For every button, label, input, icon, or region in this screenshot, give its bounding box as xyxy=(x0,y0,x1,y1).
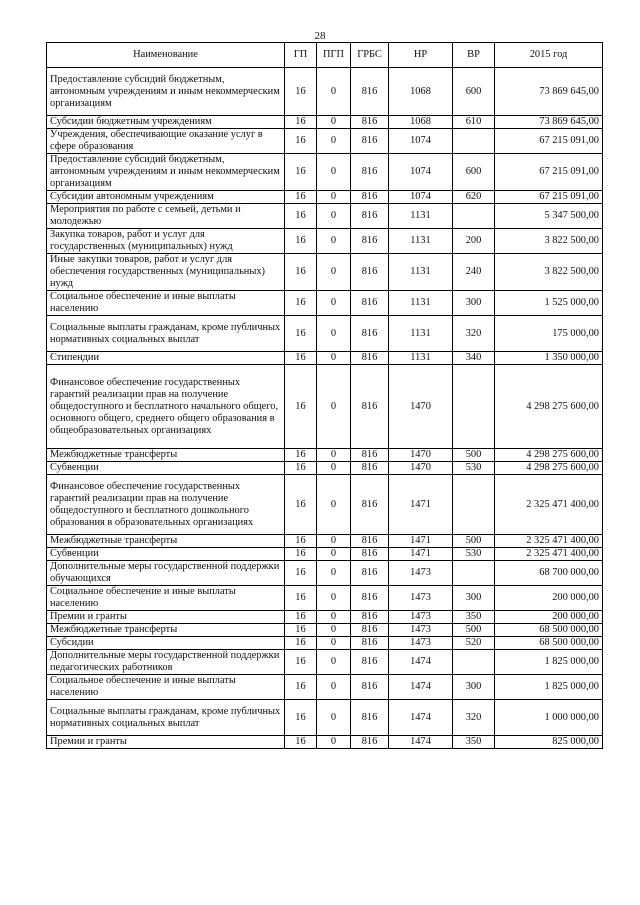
cell-nr: 1471 xyxy=(389,548,453,561)
cell-nr: 1074 xyxy=(389,129,453,154)
cell-grbs: 816 xyxy=(351,535,389,548)
cell-grbs: 816 xyxy=(351,548,389,561)
cell-grbs: 816 xyxy=(351,352,389,365)
cell-name: Субвенции xyxy=(47,462,285,475)
cell-pgp: 0 xyxy=(317,535,351,548)
cell-grbs: 816 xyxy=(351,254,389,291)
cell-nr: 1470 xyxy=(389,365,453,449)
cell-vr: 340 xyxy=(453,352,495,365)
cell-name: Межбюджетные трансферты xyxy=(47,449,285,462)
cell-vr: 300 xyxy=(453,675,495,700)
table-row xyxy=(47,586,603,611)
cell-grbs: 816 xyxy=(351,68,389,116)
cell-nr: 1473 xyxy=(389,611,453,624)
cell-gp: 16 xyxy=(285,191,317,204)
cell-pgp: 0 xyxy=(317,229,351,254)
cell-vr: 350 xyxy=(453,736,495,749)
cell-grbs: 816 xyxy=(351,204,389,229)
table-row xyxy=(47,316,603,352)
cell-pgp: 0 xyxy=(317,624,351,637)
cell-nr: 1131 xyxy=(389,352,453,365)
cell-amount: 175 000,00 xyxy=(495,316,603,352)
header-vr: ВР xyxy=(453,43,495,68)
table-row xyxy=(47,637,603,650)
cell-grbs: 816 xyxy=(351,316,389,352)
cell-vr: 240 xyxy=(453,254,495,291)
cell-grbs: 816 xyxy=(351,129,389,154)
cell-pgp: 0 xyxy=(317,637,351,650)
table-row xyxy=(47,204,603,229)
cell-vr xyxy=(453,204,495,229)
cell-name: Межбюджетные трансферты xyxy=(47,624,285,637)
cell-grbs: 816 xyxy=(351,462,389,475)
cell-gp: 16 xyxy=(285,561,317,586)
table-row xyxy=(47,561,603,586)
cell-nr: 1131 xyxy=(389,229,453,254)
cell-amount: 67 215 091,00 xyxy=(495,191,603,204)
cell-gp: 16 xyxy=(285,611,317,624)
cell-amount: 1 825 000,00 xyxy=(495,675,603,700)
cell-nr: 1068 xyxy=(389,116,453,129)
cell-vr: 500 xyxy=(453,624,495,637)
cell-vr: 520 xyxy=(453,637,495,650)
cell-gp: 16 xyxy=(285,535,317,548)
cell-nr: 1074 xyxy=(389,154,453,191)
cell-name: Премии и гранты xyxy=(47,736,285,749)
cell-grbs: 816 xyxy=(351,650,389,675)
cell-vr: 530 xyxy=(453,548,495,561)
cell-nr: 1131 xyxy=(389,291,453,316)
cell-grbs: 816 xyxy=(351,365,389,449)
cell-amount: 4 298 275 600,00 xyxy=(495,365,603,449)
cell-name: Стипендии xyxy=(47,352,285,365)
cell-vr: 620 xyxy=(453,191,495,204)
cell-gp: 16 xyxy=(285,700,317,736)
cell-amount: 73 869 645,00 xyxy=(495,68,603,116)
cell-grbs: 816 xyxy=(351,449,389,462)
table-row xyxy=(47,736,603,749)
cell-pgp: 0 xyxy=(317,191,351,204)
header-pgp: ПГП xyxy=(317,43,351,68)
cell-gp: 16 xyxy=(285,68,317,116)
cell-grbs: 816 xyxy=(351,116,389,129)
cell-amount: 4 298 275 600,00 xyxy=(495,462,603,475)
cell-vr: 500 xyxy=(453,535,495,548)
table-row xyxy=(47,154,603,191)
cell-vr xyxy=(453,650,495,675)
cell-nr: 1473 xyxy=(389,637,453,650)
cell-amount: 67 215 091,00 xyxy=(495,154,603,191)
cell-name: Иные закупки товаров, работ и услуг для обеспечения государственных (муниципальных) нужд xyxy=(47,254,285,291)
cell-gp: 16 xyxy=(285,316,317,352)
cell-pgp: 0 xyxy=(317,675,351,700)
cell-pgp: 0 xyxy=(317,204,351,229)
table-row xyxy=(47,254,603,291)
table-row xyxy=(47,129,603,154)
cell-nr: 1074 xyxy=(389,191,453,204)
cell-gp: 16 xyxy=(285,229,317,254)
cell-name: Социальное обеспечение и иные выплаты населению xyxy=(47,675,285,700)
header-gp: ГП xyxy=(285,43,317,68)
budget-table xyxy=(46,42,603,749)
cell-grbs: 816 xyxy=(351,154,389,191)
table-row xyxy=(47,449,603,462)
table-row xyxy=(47,68,603,116)
cell-vr: 600 xyxy=(453,154,495,191)
cell-name: Финансовое обеспечение государственных гарантий реализации прав на получение общедоступного и бесплатного дошкольного образования в образовательных организациях xyxy=(47,475,285,535)
cell-gp: 16 xyxy=(285,736,317,749)
cell-nr: 1131 xyxy=(389,316,453,352)
cell-gp: 16 xyxy=(285,254,317,291)
cell-amount: 68 500 000,00 xyxy=(495,624,603,637)
cell-vr xyxy=(453,561,495,586)
cell-pgp: 0 xyxy=(317,561,351,586)
header-nr: НР xyxy=(389,43,453,68)
cell-name: Премии и гранты xyxy=(47,611,285,624)
cell-amount: 67 215 091,00 xyxy=(495,129,603,154)
cell-name: Субсидии автономным учреждениям xyxy=(47,191,285,204)
cell-gp: 16 xyxy=(285,475,317,535)
table-row xyxy=(47,535,603,548)
cell-grbs: 816 xyxy=(351,700,389,736)
cell-vr: 320 xyxy=(453,700,495,736)
table-row xyxy=(47,365,603,449)
cell-gp: 16 xyxy=(285,586,317,611)
table-row xyxy=(47,191,603,204)
cell-pgp: 0 xyxy=(317,352,351,365)
cell-name: Мероприятия по работе с семьей, детьми и молодежью xyxy=(47,204,285,229)
cell-vr: 350 xyxy=(453,611,495,624)
cell-pgp: 0 xyxy=(317,365,351,449)
table-row xyxy=(47,116,603,129)
cell-name: Дополнительные меры государственной поддержки педагогических работников xyxy=(47,650,285,675)
cell-pgp: 0 xyxy=(317,254,351,291)
table-row xyxy=(47,475,603,535)
cell-gp: 16 xyxy=(285,204,317,229)
cell-grbs: 816 xyxy=(351,561,389,586)
cell-grbs: 816 xyxy=(351,191,389,204)
cell-name: Социальное обеспечение и иные выплаты населению xyxy=(47,586,285,611)
table-row xyxy=(47,291,603,316)
cell-gp: 16 xyxy=(285,637,317,650)
cell-nr: 1068 xyxy=(389,68,453,116)
cell-pgp: 0 xyxy=(317,700,351,736)
cell-nr: 1131 xyxy=(389,204,453,229)
table-row xyxy=(47,650,603,675)
header-grbs: ГРБС xyxy=(351,43,389,68)
cell-amount: 1 825 000,00 xyxy=(495,650,603,675)
cell-name: Финансовое обеспечение государственных гарантий реализации прав на получение общедоступного и бесплатного начального общего, основного общего, среднего общего образования в общеобразовательных организациях xyxy=(47,365,285,449)
cell-amount: 1 350 000,00 xyxy=(495,352,603,365)
cell-amount: 200 000,00 xyxy=(495,586,603,611)
cell-name: Закупка товаров, работ и услуг для государственных (муниципальных) нужд xyxy=(47,229,285,254)
cell-gp: 16 xyxy=(285,650,317,675)
cell-name: Социальные выплаты гражданам, кроме публичных нормативных социальных выплат xyxy=(47,316,285,352)
cell-vr: 200 xyxy=(453,229,495,254)
table-row xyxy=(47,229,603,254)
cell-grbs: 816 xyxy=(351,675,389,700)
cell-pgp: 0 xyxy=(317,611,351,624)
cell-gp: 16 xyxy=(285,675,317,700)
cell-amount: 1 000 000,00 xyxy=(495,700,603,736)
table-row xyxy=(47,611,603,624)
cell-amount: 3 822 500,00 xyxy=(495,229,603,254)
cell-pgp: 0 xyxy=(317,475,351,535)
cell-pgp: 0 xyxy=(317,586,351,611)
cell-amount: 68 500 000,00 xyxy=(495,637,603,650)
cell-amount: 2 325 471 400,00 xyxy=(495,475,603,535)
table-body xyxy=(47,68,603,749)
table-row xyxy=(47,675,603,700)
cell-vr: 500 xyxy=(453,449,495,462)
cell-grbs: 816 xyxy=(351,637,389,650)
cell-gp: 16 xyxy=(285,129,317,154)
cell-nr: 1131 xyxy=(389,254,453,291)
cell-vr xyxy=(453,475,495,535)
cell-grbs: 816 xyxy=(351,586,389,611)
cell-gp: 16 xyxy=(285,365,317,449)
cell-nr: 1474 xyxy=(389,700,453,736)
cell-amount: 2 325 471 400,00 xyxy=(495,548,603,561)
cell-nr: 1470 xyxy=(389,449,453,462)
cell-name: Субвенции xyxy=(47,548,285,561)
cell-vr: 320 xyxy=(453,316,495,352)
cell-vr: 300 xyxy=(453,291,495,316)
cell-amount: 200 000,00 xyxy=(495,611,603,624)
cell-nr: 1473 xyxy=(389,624,453,637)
cell-nr: 1471 xyxy=(389,475,453,535)
cell-vr: 300 xyxy=(453,586,495,611)
cell-amount: 1 525 000,00 xyxy=(495,291,603,316)
cell-name: Предоставление субсидий бюджетным, автономным учреждениям и иным некоммерческим организациям xyxy=(47,68,285,116)
cell-name: Предоставление субсидий бюджетным, автономным учреждениям и иным некоммерческим организациям xyxy=(47,154,285,191)
table-row xyxy=(47,624,603,637)
cell-gp: 16 xyxy=(285,624,317,637)
cell-pgp: 0 xyxy=(317,548,351,561)
cell-nr: 1473 xyxy=(389,586,453,611)
cell-gp: 16 xyxy=(285,548,317,561)
cell-vr: 610 xyxy=(453,116,495,129)
cell-nr: 1474 xyxy=(389,675,453,700)
cell-grbs: 816 xyxy=(351,229,389,254)
cell-pgp: 0 xyxy=(317,650,351,675)
cell-name: Социальные выплаты гражданам, кроме публичных нормативных социальных выплат xyxy=(47,700,285,736)
cell-name: Межбюджетные трансферты xyxy=(47,535,285,548)
cell-gp: 16 xyxy=(285,154,317,191)
table-header xyxy=(47,43,603,68)
cell-pgp: 0 xyxy=(317,462,351,475)
cell-vr: 600 xyxy=(453,68,495,116)
header-year: 2015 год xyxy=(495,43,603,68)
cell-pgp: 0 xyxy=(317,291,351,316)
cell-vr xyxy=(453,129,495,154)
cell-grbs: 816 xyxy=(351,475,389,535)
cell-amount: 5 347 500,00 xyxy=(495,204,603,229)
cell-pgp: 0 xyxy=(317,154,351,191)
cell-pgp: 0 xyxy=(317,68,351,116)
page-number: 28 xyxy=(314,30,326,42)
cell-name: Социальное обеспечение и иные выплаты населению xyxy=(47,291,285,316)
cell-grbs: 816 xyxy=(351,611,389,624)
cell-pgp: 0 xyxy=(317,129,351,154)
cell-pgp: 0 xyxy=(317,736,351,749)
cell-gp: 16 xyxy=(285,449,317,462)
table-row xyxy=(47,700,603,736)
cell-nr: 1474 xyxy=(389,736,453,749)
cell-name: Учреждения, обеспечивающие оказание услуг в сфере образования xyxy=(47,129,285,154)
cell-pgp: 0 xyxy=(317,449,351,462)
cell-gp: 16 xyxy=(285,352,317,365)
table-row xyxy=(47,462,603,475)
cell-nr: 1473 xyxy=(389,561,453,586)
cell-name: Субсидии бюджетным учреждениям xyxy=(47,116,285,129)
cell-gp: 16 xyxy=(285,462,317,475)
cell-amount: 68 700 000,00 xyxy=(495,561,603,586)
cell-nr: 1471 xyxy=(389,535,453,548)
cell-nr: 1474 xyxy=(389,650,453,675)
cell-name: Субсидии xyxy=(47,637,285,650)
cell-gp: 16 xyxy=(285,116,317,129)
cell-grbs: 816 xyxy=(351,736,389,749)
cell-pgp: 0 xyxy=(317,316,351,352)
cell-amount: 73 869 645,00 xyxy=(495,116,603,129)
cell-grbs: 816 xyxy=(351,291,389,316)
cell-pgp: 0 xyxy=(317,116,351,129)
cell-amount: 2 325 471 400,00 xyxy=(495,535,603,548)
cell-nr: 1470 xyxy=(389,462,453,475)
cell-name: Дополнительные меры государственной поддержки обучающихся xyxy=(47,561,285,586)
table-row xyxy=(47,352,603,365)
cell-amount: 825 000,00 xyxy=(495,736,603,749)
cell-gp: 16 xyxy=(285,291,317,316)
cell-vr xyxy=(453,365,495,449)
table-row xyxy=(47,548,603,561)
cell-grbs: 816 xyxy=(351,624,389,637)
cell-amount: 3 822 500,00 xyxy=(495,254,603,291)
cell-amount: 4 298 275 600,00 xyxy=(495,449,603,462)
cell-vr: 530 xyxy=(453,462,495,475)
header-name: Наименование xyxy=(47,43,285,68)
